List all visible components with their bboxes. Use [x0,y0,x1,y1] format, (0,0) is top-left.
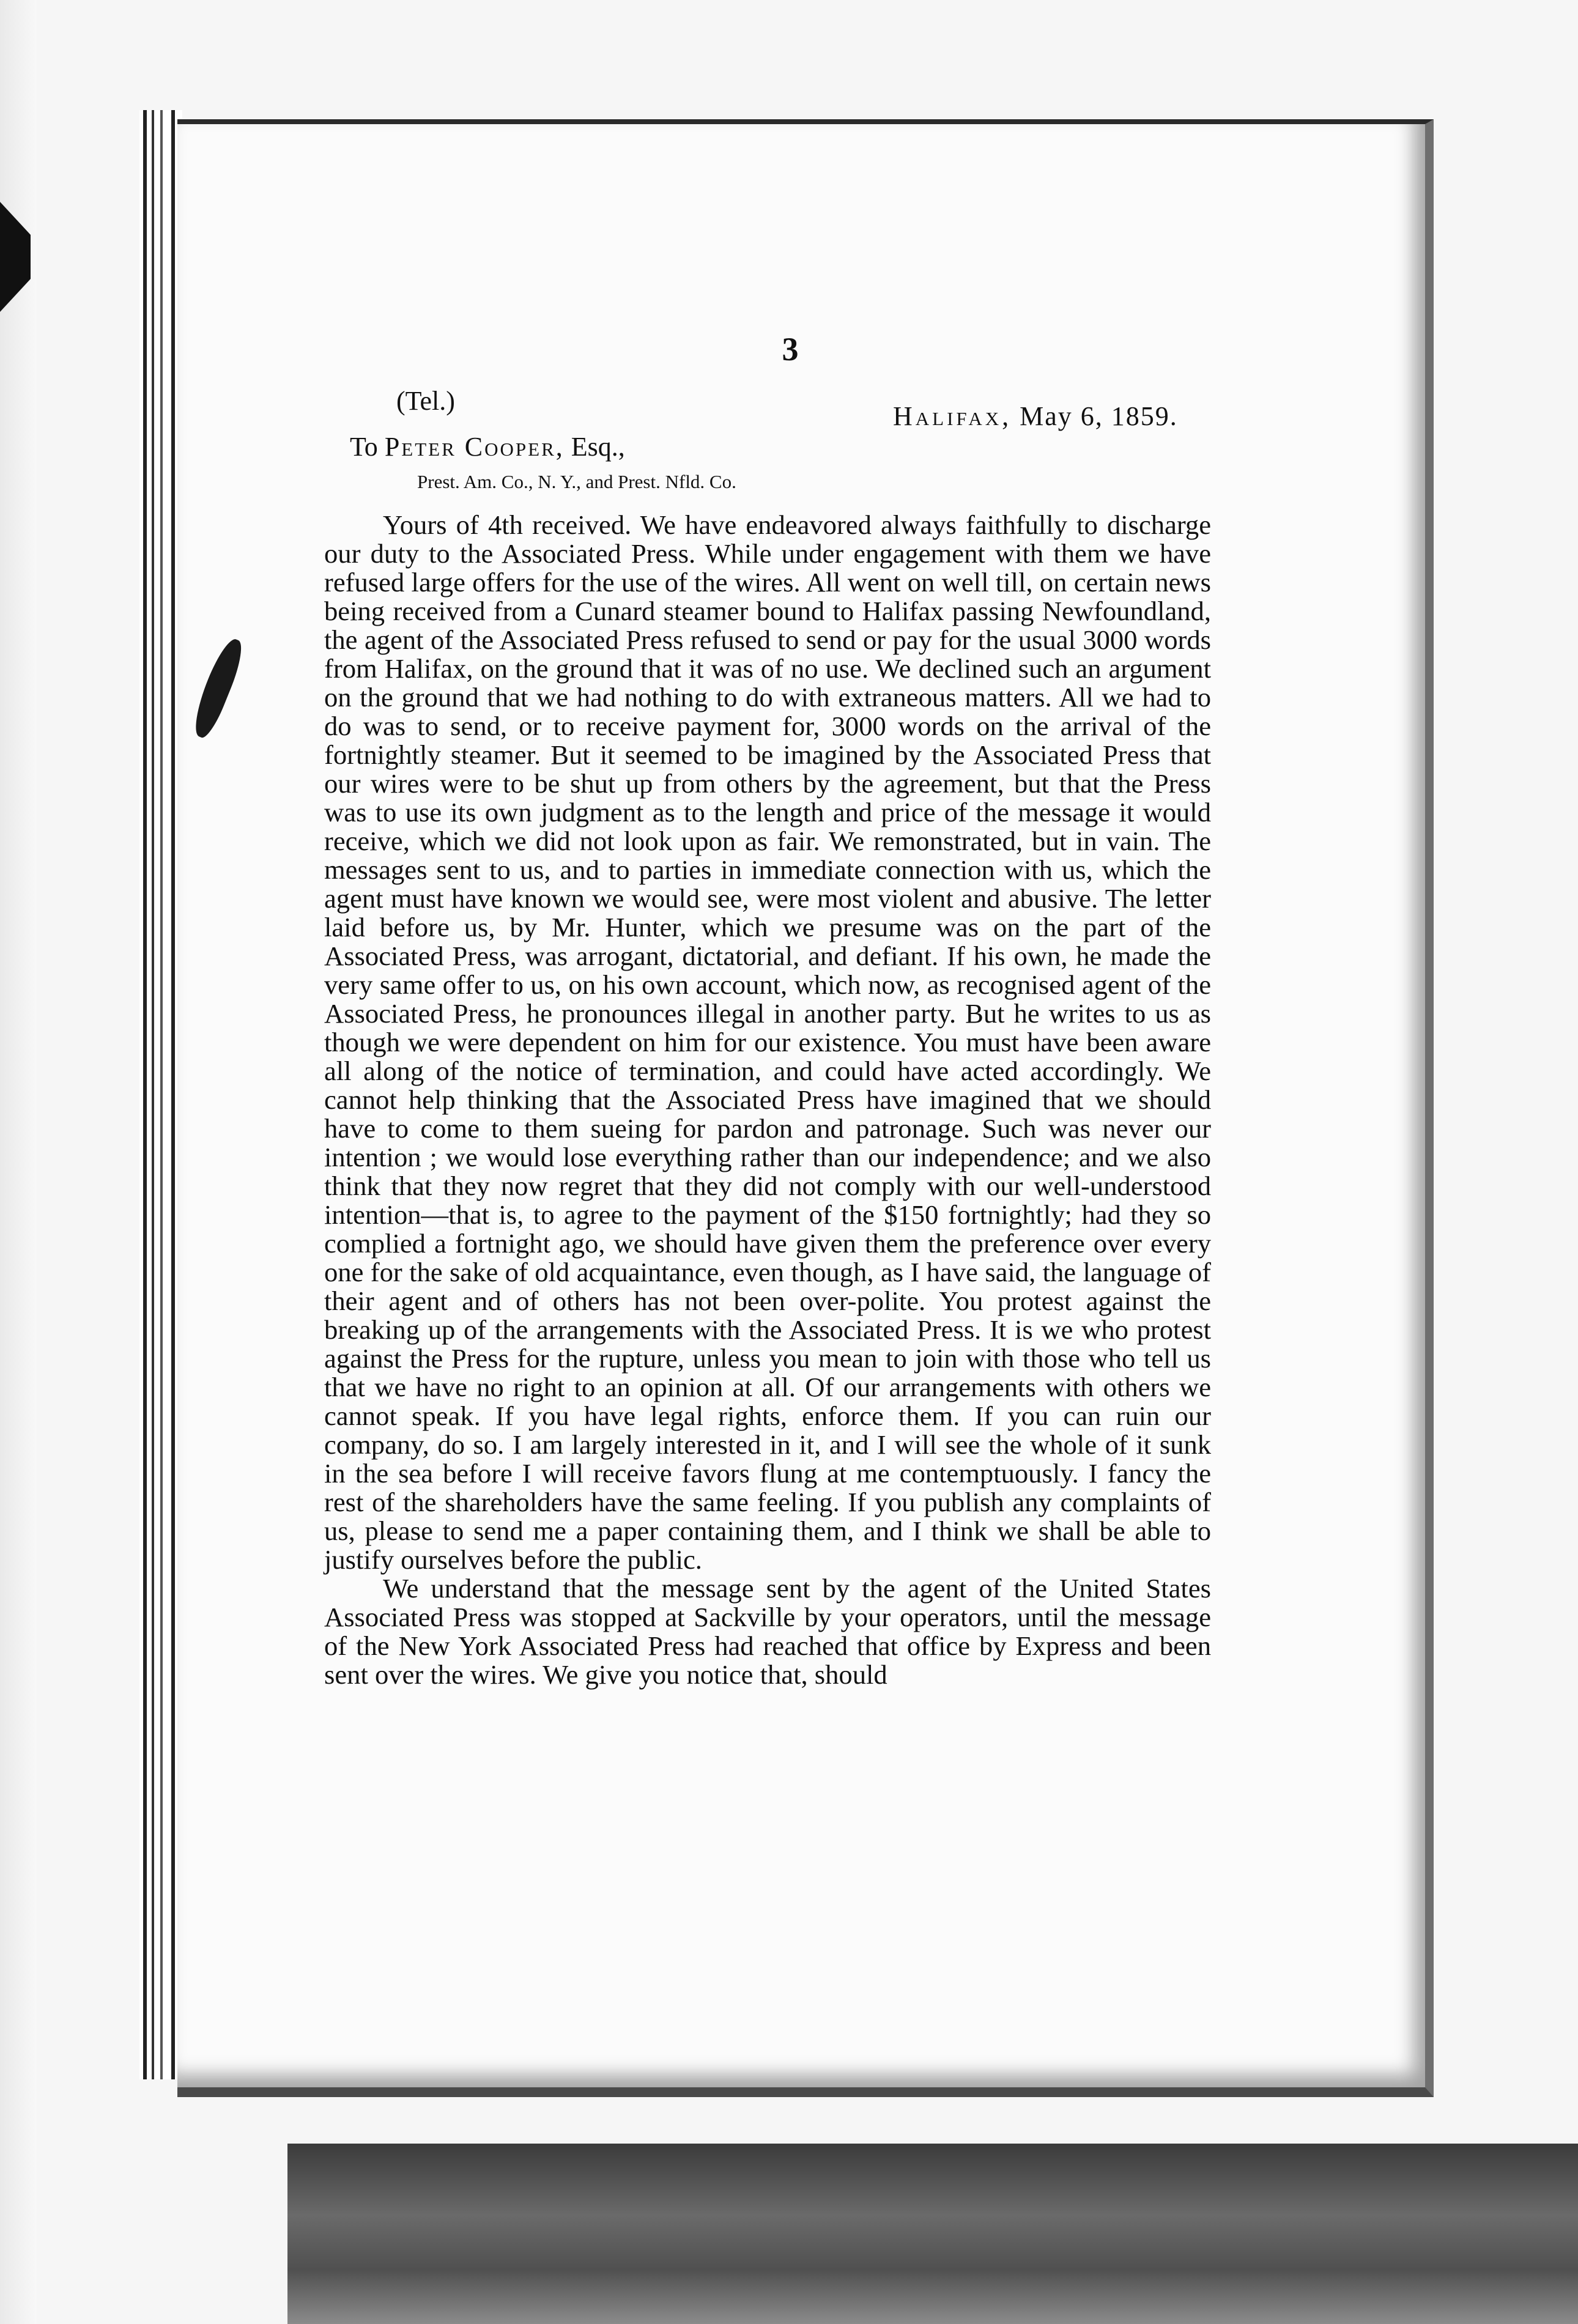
facing-page-ink-fragment [0,202,31,312]
page-number: 3 [782,331,799,368]
salutation [350,431,625,462]
recipient-title-line: Prest. Am. Co., N. Y., and Prest. Nfld. Co. [417,471,736,492]
telegram-label: (Tel.) [396,386,455,416]
dateline [893,401,1178,432]
salutation-prefix: To [350,432,378,462]
scanner-bed-strip [287,2144,1578,2324]
binding-gutter [139,110,182,2079]
dateline-date: May 6, 1859. [1020,401,1178,431]
body-paragraph: Yours of 4th received. We have endeavored always faithfully to discharge our duty to the Associated Press. While under engagement with them we have refused large offers for the use of the wires. All went on well till, on certain news being received from a Cunard steamer bound to Halifax passing Newfoundland, the agent of the Associated Press refused to send or pay for the usual 3000 words from Halifax, on the ground that it was of no use. We declined such an argument on the ground that we had nothing to do with extraneous matters. All we had to do was to send, or to receive payment for, 3000 words on the arrival of the fortnightly steamer. But it seemed to be imagined by the Associated Press that our wires were to be shut up from others by the agreement, but that the Press was to use its own judgment as to the length and price of the message it would receive, which we did not look upon as fair. We remonstrated, but in vain. The messages sent to us, and to parties in immediate connection with us, which the agent must have known we would see, were most violent and abusive. The letter laid before us, by Mr. Hunter, which we presume was on the part of the Associated Press, was arrogant, dictatorial, and defiant. If his own, he made the very same offer to us, on his own account, which now, as recognised agent of the Associated Press, he pronounces illegal in another party. But he writes to us as though we were dependent on him for our existence. You must have been aware all along of the notice of termination, and could have acted accordingly. We cannot help thinking that the Associated Press have imagined that we should have to come to them sueing for pardon and patronage. Such was never our intention ; we would lose everything rather than our independence; and we also think that they now regret that they did not comply with our well-understood intention—that is, to agree to the payment of the $150 fortnightly; had they so complied a fortnight ago, we should have given them the preference over every one for the sake of old acquaintance, even though, as I have said, the language of their agent and of others has not been over-polite. You protest against the breaking up of the arrangements with the Associated Press. It is we who protest against the Press for the rupture, unless you mean to join with those who tell us that we have no right to an opinion at all. Of our arrangements with others we cannot speak. If you have legal rights, enforce them. If you can ruin our company, do so. I am largely interested in it, and I will see the whole of it sunk in the sea before I will receive favors flung at me contemptuously. I fancy the rest of the shareholders have the same feeling. If you publish any complaints of us, please to send me a paper containing them, and I think we shall be able to justify ourselves before the public. [324,509,1211,1575]
dateline-place: Halifax, [893,401,1012,431]
letter-body [324,511,1211,1689]
salutation-name: Peter Cooper, [384,432,565,462]
body-paragraph: We understand that the message sent by the agent of the United States Associated Press was stopped at Sackville by your operators, until the message of the New York Associated Press had reached that office by Express and been sent over the wires. We give you notice that, should [324,1573,1211,1690]
salutation-suffix: Esq., [571,432,625,462]
facing-page-edge [0,0,37,2324]
